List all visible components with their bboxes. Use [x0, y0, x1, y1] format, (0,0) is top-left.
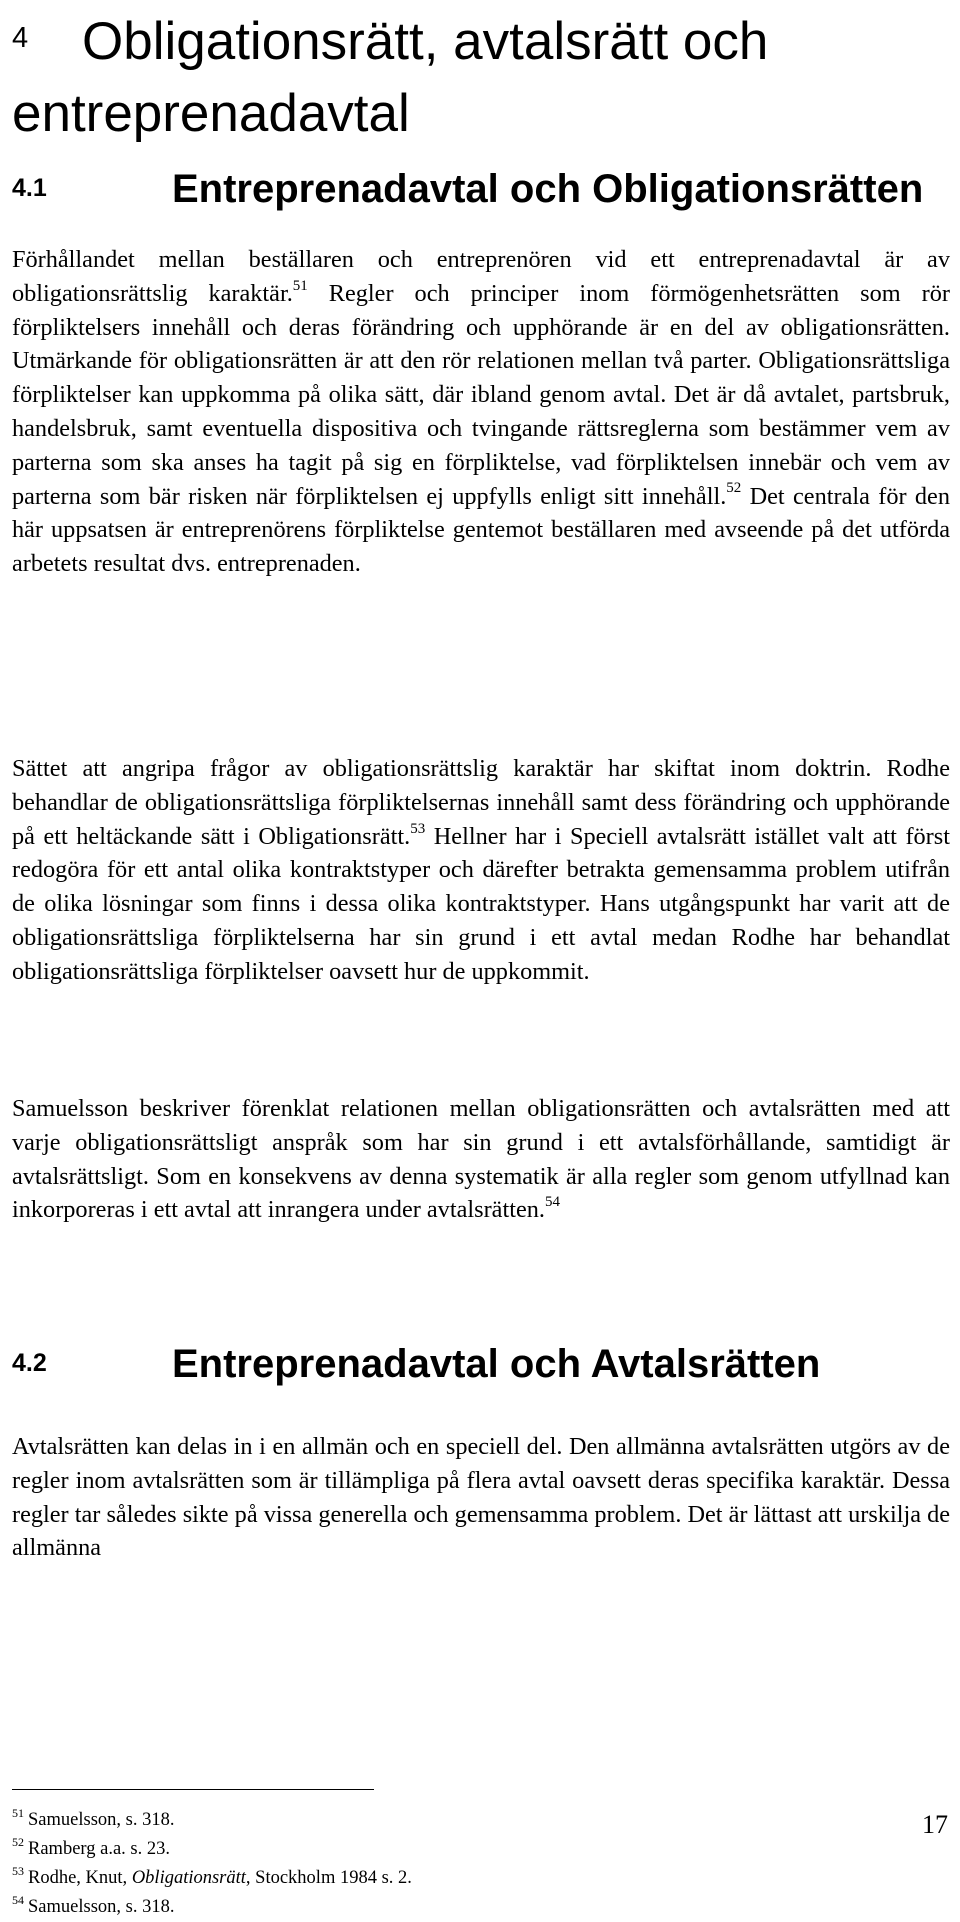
- text-run: Sättet att angripa frågor av obligationsrättslig karaktär har skiftat inom doktrin. Rodhe behandlar de obligationsrättsliga förpliktelsernas innehåll samt dess förändring och upphörande på ett heltäckande sätt i Obligationsrätt.: [12, 755, 950, 850]
- footnote-number: 54: [12, 1892, 24, 1907]
- text-run: Rodhe, Knut,: [28, 1868, 132, 1888]
- chapter-heading: [12, 2, 942, 150]
- footnote: [12, 1835, 912, 1864]
- paragraph: [12, 752, 950, 989]
- paragraph: [12, 1092, 950, 1227]
- section-heading-4-2: [12, 1339, 942, 1388]
- text-run: , Stockholm 1984 s. 2.: [245, 1868, 412, 1888]
- footnote-ref: 54: [544, 1194, 560, 1211]
- footnote-text: [28, 1810, 174, 1830]
- footnote-text: [28, 1868, 412, 1888]
- section-title: Entreprenadavtal och Avtalsrätten: [172, 1342, 821, 1386]
- footnote-text: [28, 1839, 170, 1859]
- text-run: Hellner har i Speciell avtalsrätt istället valt att först redogöra för ett antal olika kontraktstyper och därefter betrakta gemensamma problem utifrån de olika lösningar som finns i dessa olika kontraktstyper. Hans utgångspunkt har varit att de obligationsrättsliga förpliktelserna har sin grund i ett avtal medan Rodhe har behandlat obligationsrättsliga förpliktelser oavsett hur de uppkommit.: [12, 822, 950, 985]
- text-run: Regler och principer inom förmögenhetsrätten som rör förpliktelsers innehåll och deras förändring och upphörande är en del av obligationsrätten. Utmärkande för obligationsrätten är att den rör relationen mellan två parter. Obligationsrättsliga förpliktelser kan uppkomma på olika sätt, där ibland genom avtal. Det är då avtalet, partsbruk, handelsbruk, samt eventuella dispositiva och tvingande rättsreglerna som bestämmer vem av parterna som ska anses ha tagit på sig en förpliktelse, vad förpliktelsen innebär och vem av parterna som bär risken när förpliktelsen ej uppfylls enligt sitt innehåll.: [12, 279, 950, 510]
- footnote-number: 53: [12, 1863, 24, 1878]
- footnote-text: [28, 1897, 174, 1917]
- text-run: Samuelsson, s. 318.: [28, 1810, 175, 1830]
- text-run: Ramberg a.a. s. 23.: [28, 1839, 170, 1859]
- footnote-number: 51: [12, 1805, 24, 1820]
- chapter-number: 4: [12, 22, 29, 54]
- section-number: 4.2: [12, 1349, 47, 1377]
- paragraph: [12, 243, 950, 581]
- text-run: Förhållandet mellan beställaren och entreprenören vid ett entreprenadavtal är av obligationsrättslig karaktär.: [12, 246, 950, 307]
- footnote: [12, 1893, 912, 1922]
- text-run: Det centrala för den här uppsatsen är entreprenörens förpliktelse gentemot beställaren med avseende på det utförda arbetets resultat dvs. entreprenaden.: [12, 482, 950, 578]
- section-title: Entreprenadavtal och Obligationsrätten: [172, 167, 924, 211]
- chapter-title: Obligationsrätt, avtalsrätt och entreprenadavtal: [12, 12, 769, 143]
- footnote-number: 52: [12, 1834, 24, 1849]
- footnote: [12, 1864, 912, 1893]
- footnote: [12, 1806, 912, 1835]
- text-run: Samuelsson, s. 318.: [28, 1897, 175, 1917]
- italic-title: Obligationsrätt: [131, 1868, 246, 1888]
- footnote-separator: [12, 1789, 374, 1790]
- text-run: Avtalsrätten kan delas in i en allmän och en speciell del. Den allmänna avtalsrätten utgörs av de regler inom avtalsrätten som är tillämpliga på flera avtal oavsett deras specifika karaktär. Dessa regler tar således sikte på vissa generella och gemensamma problem. Det är lättast att urskilja de allmänna: [12, 1433, 950, 1562]
- text-run: Samuelsson beskriver förenklat relationen mellan obligationsrätten och avtalsrätten med att varje obligationsrättsligt anspråk som har sin grund i ett avtalsförhållande, samtidigt är avtalsrättsligt. Som en konsekvens av denna systematik är alla regler som genom utfyllnad kan inkorporeras i ett avtal att inrangera under avtalsrätten.: [12, 1095, 950, 1224]
- page-number: 17: [922, 1810, 948, 1839]
- section-number: 4.1: [12, 174, 47, 202]
- paragraph: [12, 1430, 950, 1565]
- footnote-ref: 51: [292, 277, 308, 294]
- footnote-ref: 53: [410, 820, 426, 837]
- section-heading-4-1: [12, 164, 942, 213]
- footnote-ref: 52: [726, 480, 742, 497]
- footnote-list: [12, 1806, 912, 1922]
